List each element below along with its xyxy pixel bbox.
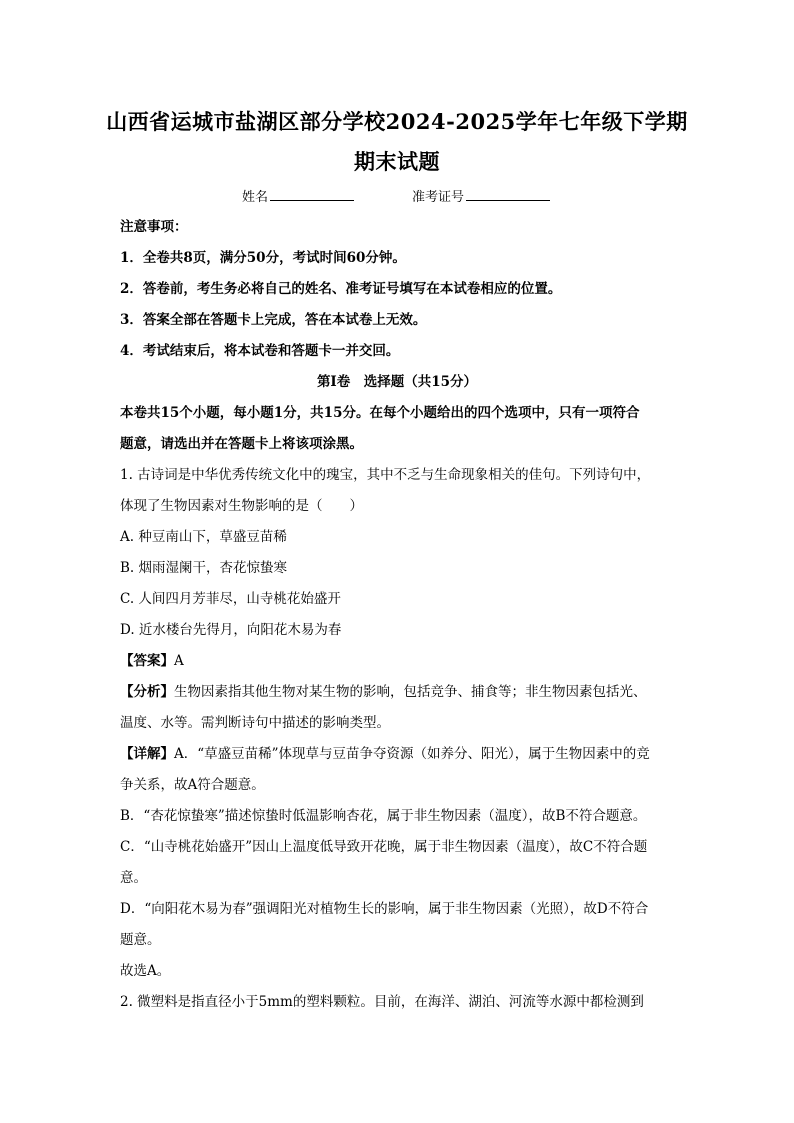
q1-option-d: D. 近水楼台先得月，向阳花木易为春	[120, 622, 342, 638]
exam-id-blank	[466, 188, 550, 201]
q1-analysis-cont: 温度、水等。需判断诗句中描述的影响类型。	[120, 715, 390, 731]
exam-id-label: 准考证号	[412, 190, 465, 205]
detail-text: A．“草盛豆苗稀”体现草与豆苗争夺资源（如养分、阳光），属于生物因素中的竞	[174, 746, 650, 762]
answer-value: A	[174, 653, 184, 669]
section-heading: 第Ⅰ卷 选择题（共15分）	[316, 374, 478, 390]
q1-option-c: C. 人间四月芳菲尽，山寺桃花始盛开	[120, 591, 341, 607]
exam-title-line1: 山西省运城市盐湖区部分学校2024-2025学年七年级下学期	[106, 109, 688, 134]
section-intro: 本卷共15个小题，每小题1分，共15分。在每个小题给出的四个选项中，只有一项符合	[120, 405, 640, 421]
q1-detail	[120, 745, 680, 763]
q1-detail-line: 题意。	[120, 932, 161, 948]
q1-option-b: B. 烟雨湿阑干，杏花惊蛰寒	[120, 560, 288, 576]
q1-analysis	[120, 683, 680, 701]
notice-heading: 注意事项：	[120, 219, 188, 235]
name-blank	[270, 188, 354, 201]
notice-item: 1．全卷共8页，满分50分，考试时间60分钟。	[120, 250, 406, 266]
analysis-text: 生物因素指其他生物对某生物的影响，包括竞争、捕食等；非生物因素包括光、	[174, 684, 647, 700]
q1-stem: 1. 古诗词是中华优秀传统文化中的瑰宝，其中不乏与生命现象相关的佳句。下列诗句中，	[120, 467, 651, 483]
name-label: 姓名	[242, 190, 269, 205]
q1-stem: 体现了生物因素对生物影响的是（ ）	[120, 498, 363, 514]
q2-stem: 2. 微塑料是指直径小于5mm的塑料颗粒。目前，在海洋、湖泊、河流等水源中都检测到	[120, 994, 644, 1010]
analysis-label: 【分析】	[120, 684, 174, 700]
q1-answer	[120, 652, 680, 670]
exam-id-field	[412, 186, 550, 205]
section-intro: 题意，请选出并在答题卡上将该项涂黑。	[120, 436, 363, 452]
q1-detail-line: 争关系，故A符合题意。	[120, 777, 265, 793]
q1-detail-line: D．“向阳花木易为春”强调阳光对植物生长的影响，属于非生物因素（光照），故D不符合	[120, 901, 649, 917]
notice-item: 2．答卷前，考生务必将自己的姓名、准考证号填写在本试卷相应的位置。	[120, 281, 562, 297]
answer-label: 【答案】	[120, 653, 174, 669]
notice-item: 4．考试结束后，将本试卷和答题卡一并交回。	[120, 343, 400, 359]
q1-detail-line: 意。	[120, 870, 147, 886]
q1-detail-line: C．“山寺桃花始盛开”因山上温度低导致开花晚，属于非生物因素（温度），故C不符合题	[120, 839, 648, 855]
notice-item: 3．答案全部在答题卡上完成，答在本试卷上无效。	[120, 312, 427, 328]
q1-detail-line: B．“杏花惊蛰寒”描述惊蛰时低温影响杏花，属于非生物因素（温度），故B不符合题意。	[120, 808, 647, 824]
q1-conclusion: 故选A。	[120, 963, 171, 979]
detail-label: 【详解】	[120, 746, 174, 762]
name-field	[242, 186, 354, 205]
exam-title-line2: 期末试题	[354, 149, 440, 174]
q1-option-a: A. 种豆南山下，草盛豆苗稀	[120, 529, 287, 545]
